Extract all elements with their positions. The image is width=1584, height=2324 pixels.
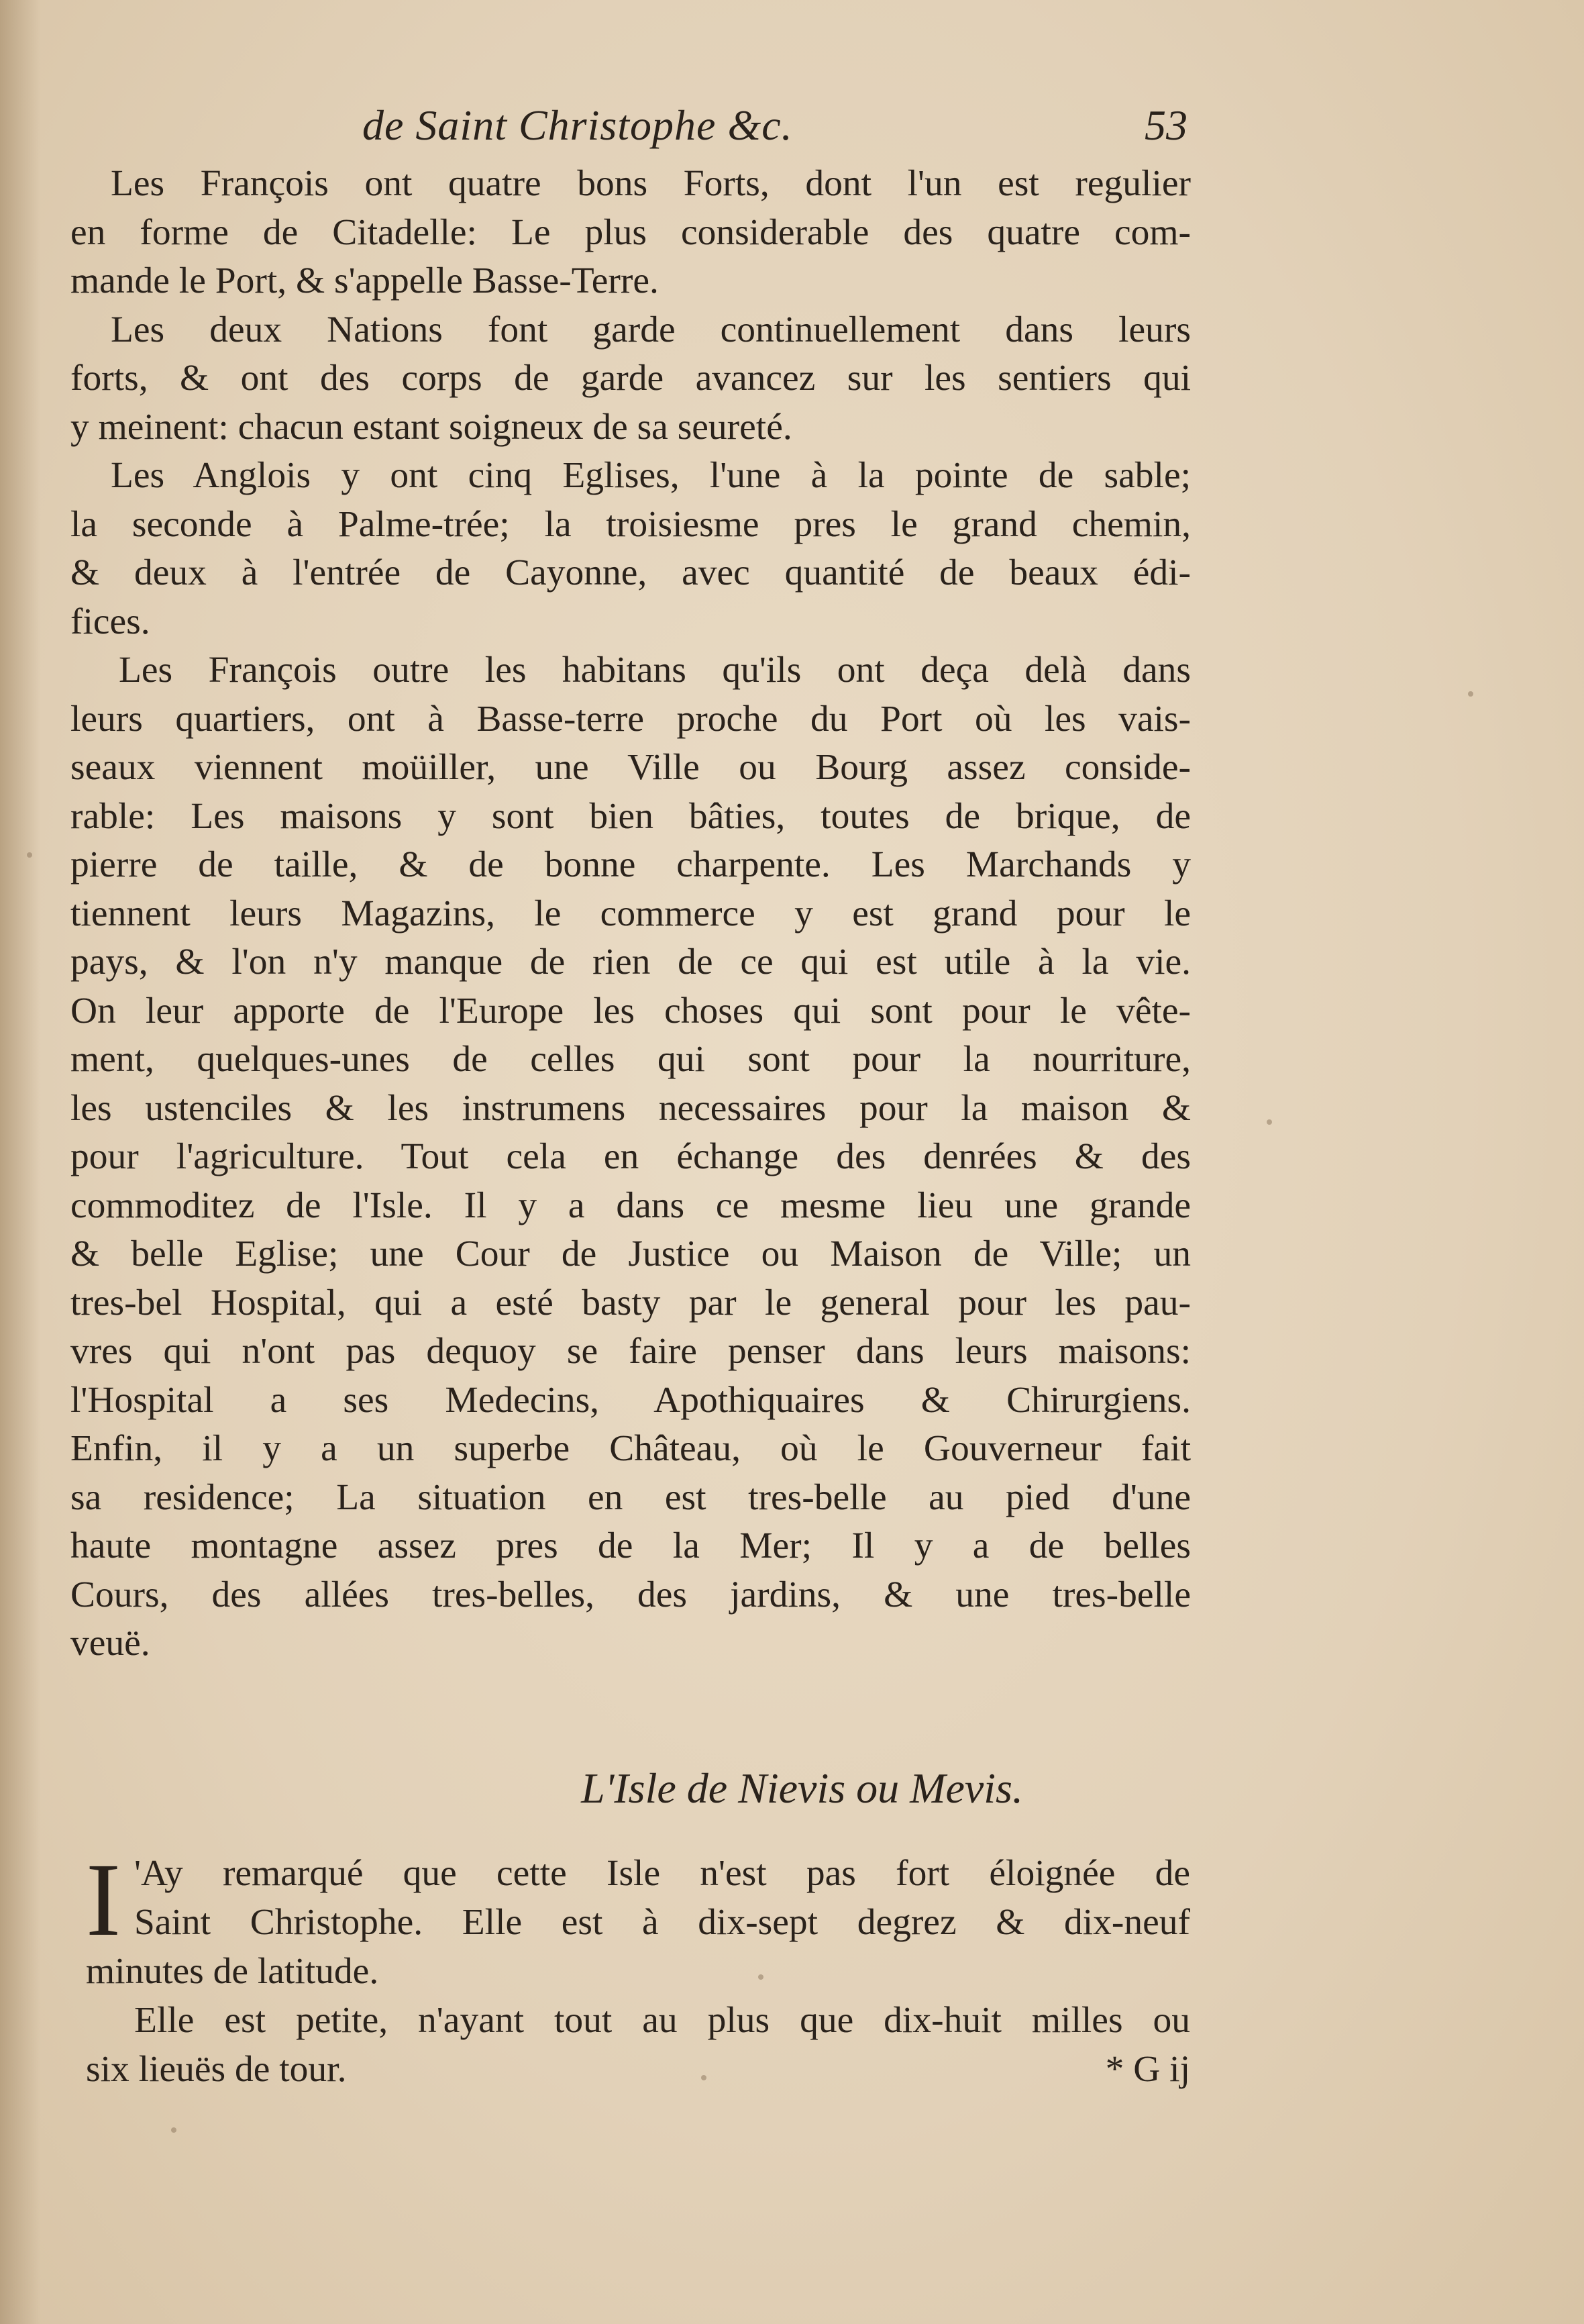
text-line: en forme de Citadelle: Le plus considerable des quatre com- (70, 211, 1191, 253)
text-line: Elle est petite, n'ayant tout au plus que dix-huit milles ou (134, 2000, 1190, 2041)
drop-cap: I (86, 1841, 121, 1958)
running-title: de Saint Christophe &c. (362, 101, 793, 149)
text-line: 'Ay remarqué que cette Isle n'est pas fort éloignée de (134, 1853, 1190, 1894)
text-line: fices. (70, 601, 150, 642)
text-line: rable: Les maisons y sont bien bâties, toutes de brique, de (70, 795, 1191, 837)
signature-mark: * G ij (1105, 2049, 1190, 2090)
text-line: tiennent leurs Magazins, le commerce y est grand pour le (70, 893, 1191, 934)
text-line: tres-bel Hospital, qui a esté basty par le general pour les pau- (70, 1282, 1191, 1323)
text-line: sa residence; La situation en est tres-belle au pied d'une (70, 1476, 1191, 1518)
section-text (86, 1841, 1190, 2094)
text-line: commoditez de l'Isle. Il y a dans ce mesme lieu une grande (70, 1184, 1191, 1226)
last-line (86, 2045, 1190, 2094)
text-line: leurs quartiers, ont à Basse-terre proche du Port où les vais- (70, 698, 1191, 740)
text-line: Les François ont quatre bons Forts, dont l'un est regulier (111, 163, 1191, 204)
text-line: y meinent: chacun estant soigneux de sa seureté. (70, 406, 792, 448)
text-line: veuë. (70, 1623, 150, 1664)
text-line: & deux à l'entrée de Cayonne, avec quantité de beaux édi- (70, 552, 1191, 593)
text-line: pierre de taille, & de bonne charpente. Les Marchands y (70, 844, 1191, 885)
text-line: la seconde à Palme-trée; la troisiesme pres le grand chemin, (70, 503, 1191, 545)
text-line: l'Hospital a ses Medecins, Apothiquaires & Chirurgiens. (70, 1379, 1191, 1421)
text-line: On leur apporte de l'Europe les choses qui sont pour le vête- (70, 990, 1191, 1031)
section-heading: L'Isle de Nievis ou Mevis. (581, 1764, 1023, 1812)
text-line: vres qui n'ont pas dequoy se faire penser dans leurs maisons: (70, 1331, 1191, 1372)
text-line: Cours, des allées tres-belles, des jardins, & une tres-belle (70, 1574, 1191, 1615)
text-line: les ustenciles & les instrumens necessaires pour la maison & (70, 1087, 1191, 1129)
running-header (74, 101, 1187, 161)
text-line: six lieuës de tour. (86, 2049, 347, 2090)
text-line: Les deux Nations font garde continuellement dans leurs (111, 309, 1191, 350)
gutter-shadow (0, 0, 40, 2324)
text-line: forts, & ont des corps de garde avancez sur les sentiers qui (70, 358, 1191, 399)
text-line: Enfin, il y a un superbe Château, où le Gouverneur fait (70, 1428, 1191, 1469)
text-line: mande le Port, & s'appelle Basse-Terre. (70, 260, 659, 301)
main-text (70, 160, 1191, 1668)
text-line: & belle Eglise; une Cour de Justice ou Maison de Ville; un (70, 1233, 1191, 1274)
text-line: Les François outre les habitans qu'ils ont deça delà dans (119, 650, 1191, 691)
text-line: minutes de latitude. (86, 1951, 379, 1992)
text-line: Les Anglois y ont cinq Eglises, l'une à la pointe de sable; (111, 455, 1191, 496)
text-line: haute montagne assez pres de la Mer; Il y a de belles (70, 1525, 1191, 1566)
text-line: pour l'agriculture. Tout cela en échange des denrées & des (70, 1136, 1191, 1177)
text-line: Saint Christophe. Elle est à dix-sept degrez & dix-neuf (134, 1902, 1190, 1943)
text-line: pays, & l'on n'y manque de rien de ce qui est utile à la vie. (70, 942, 1191, 982)
page-number: 53 (1145, 101, 1187, 149)
text-line: seaux viennent moüiller, une Ville ou Bourg assez conside- (70, 747, 1191, 788)
text-line: ment, quelques-unes de celles qui sont pour la nourriture, (70, 1039, 1191, 1080)
